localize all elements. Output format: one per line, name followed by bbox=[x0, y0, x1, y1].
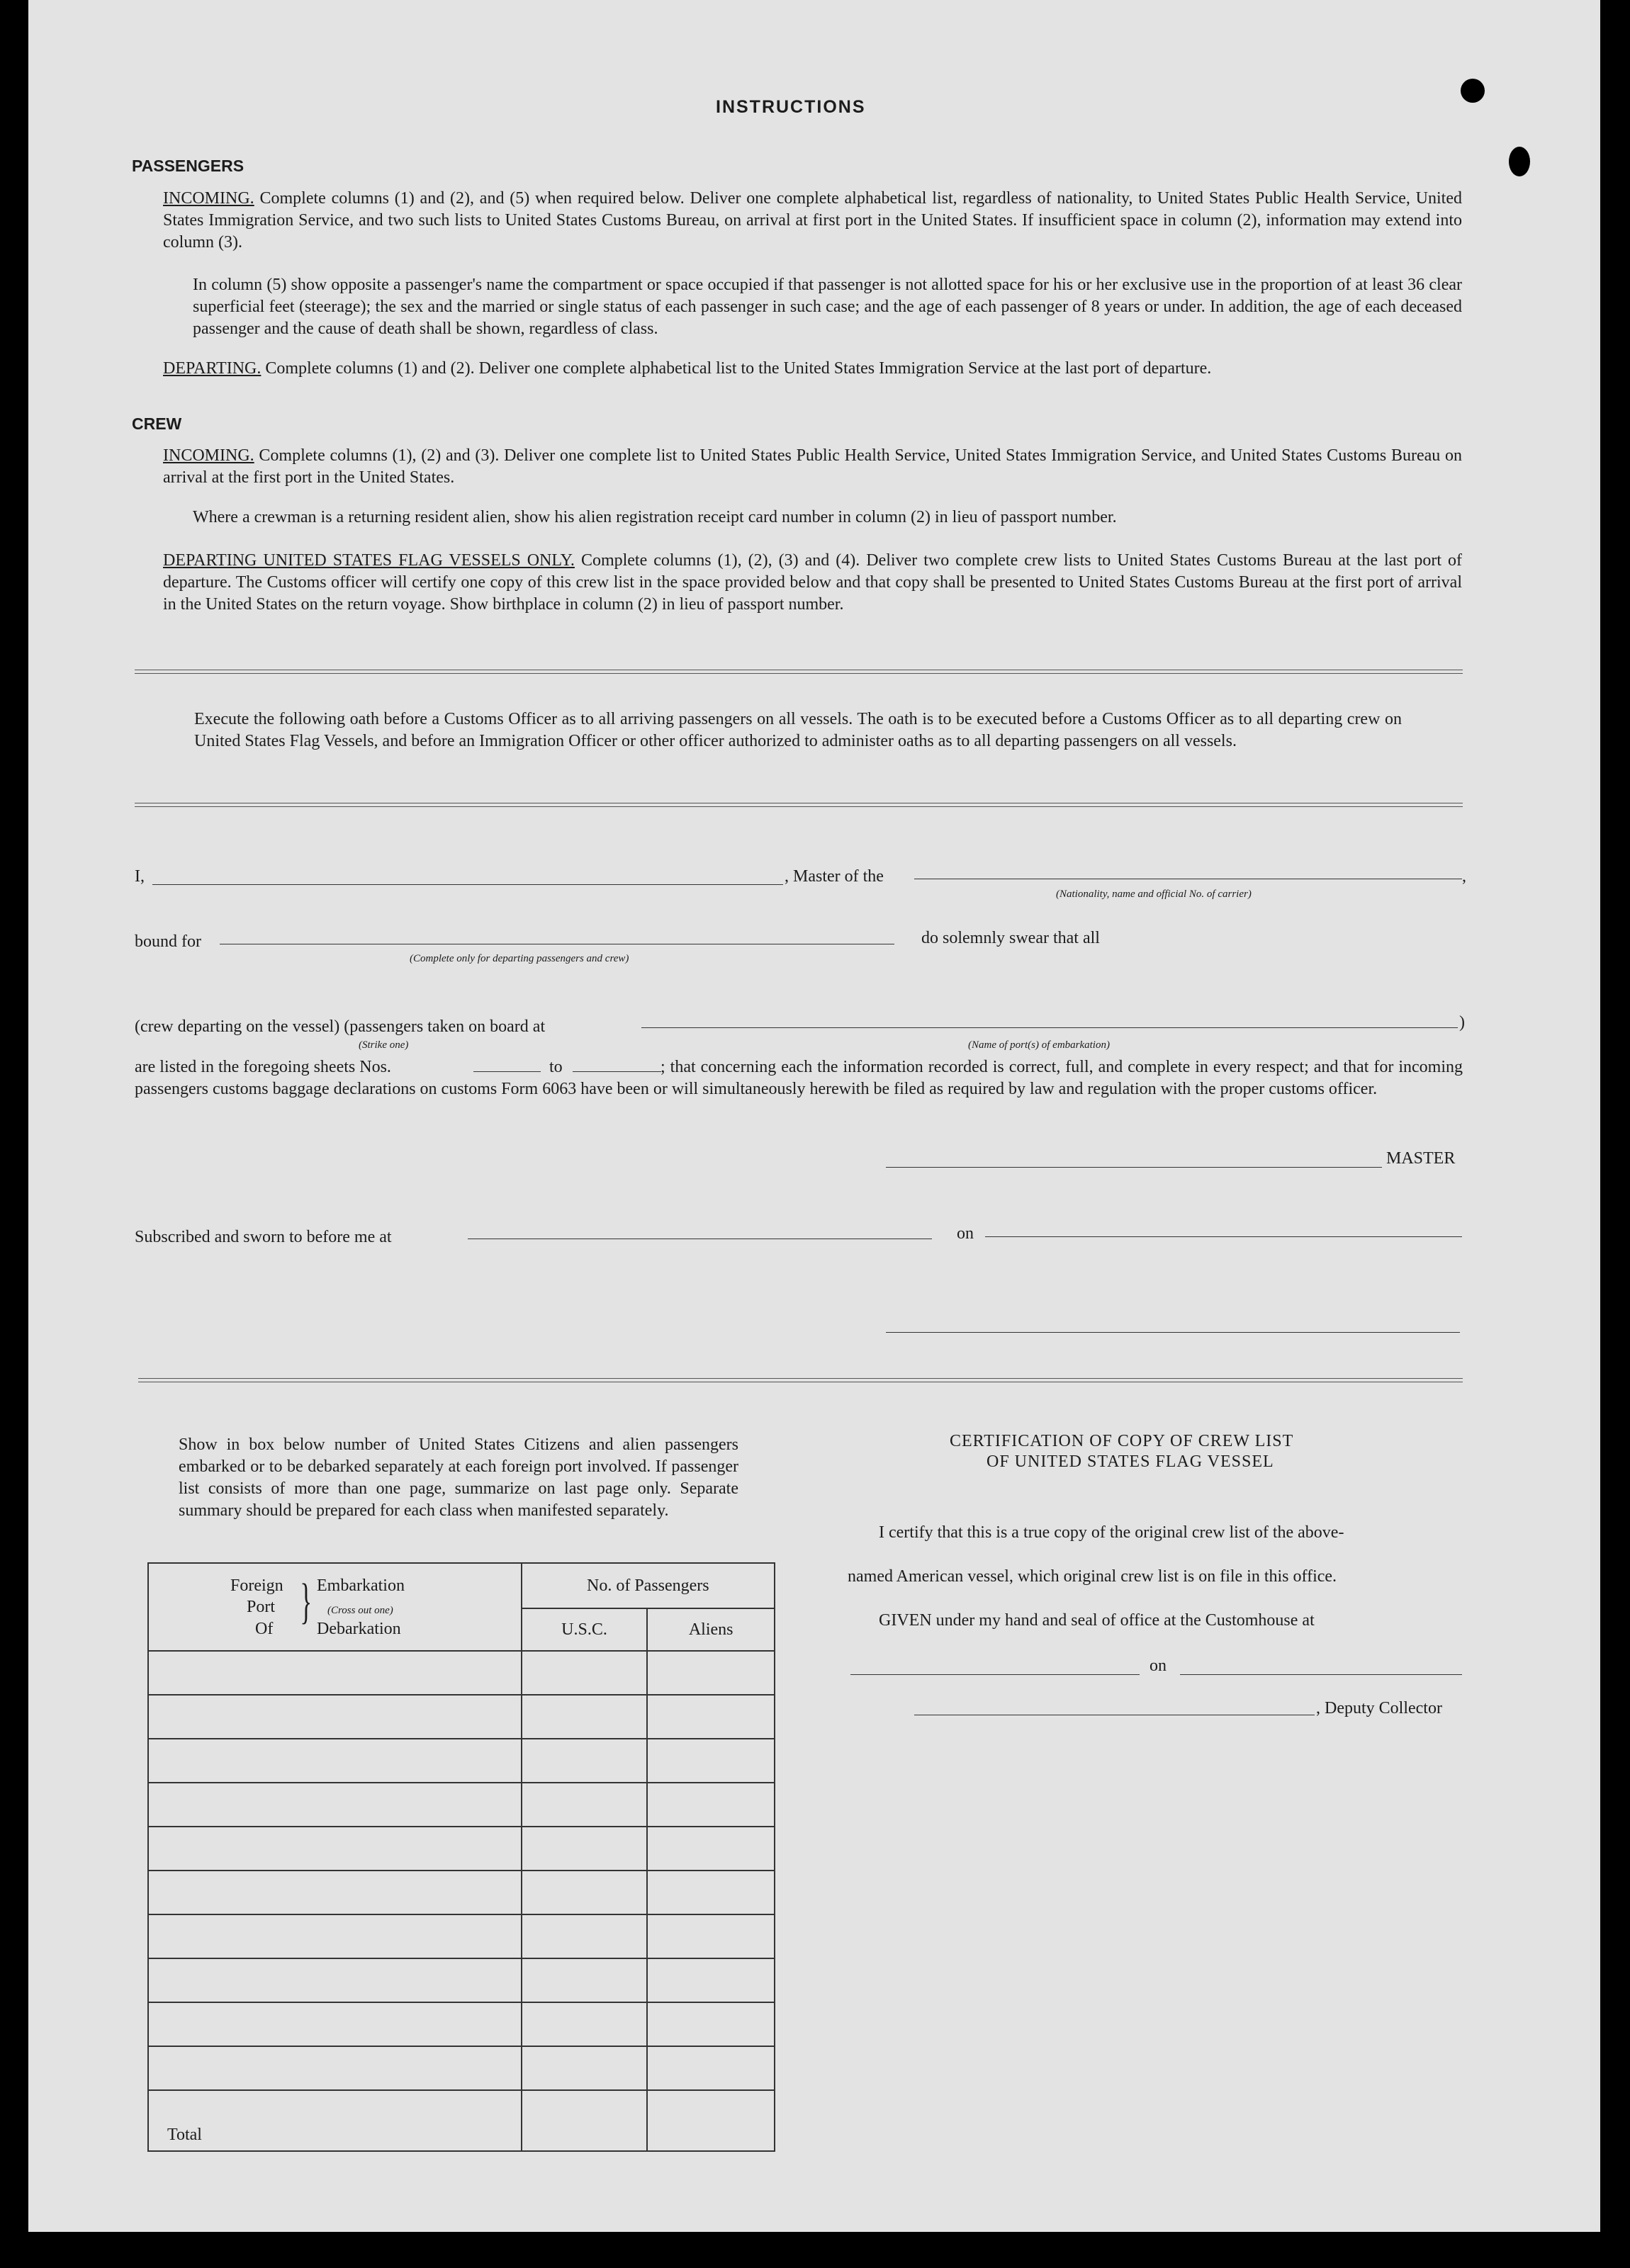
certification-line-1: I certify that this is a true copy of the original crew list of the above- bbox=[879, 1523, 1344, 1542]
aliens-cell[interactable] bbox=[647, 1695, 775, 1739]
port-cell[interactable] bbox=[148, 1739, 522, 1783]
table-row bbox=[148, 1695, 775, 1739]
port-cell[interactable] bbox=[148, 1827, 522, 1871]
table-row bbox=[148, 1958, 775, 2002]
port-cell[interactable] bbox=[148, 1651, 522, 1695]
table-row bbox=[148, 1914, 775, 1958]
usc-cell[interactable] bbox=[522, 1739, 648, 1783]
punch-hole-side bbox=[1509, 147, 1530, 176]
total-row bbox=[148, 2090, 775, 2151]
aliens-cell[interactable] bbox=[647, 2002, 775, 2046]
usc-cell[interactable] bbox=[522, 1783, 648, 1827]
certification-title-1: CERTIFICATION OF COPY OF CREW LIST bbox=[950, 1432, 1294, 1450]
crew-heading: CREW bbox=[132, 414, 182, 433]
no-passengers-header: No. of Passengers bbox=[522, 1563, 775, 1608]
sworn-date-field[interactable] bbox=[985, 1236, 1462, 1237]
total-label: Total bbox=[167, 2126, 202, 2144]
port-header-cell bbox=[148, 1563, 522, 1651]
strike-one-note: (Strike one) bbox=[359, 1039, 409, 1051]
oath-subscribed: Subscribed and sworn to before me at bbox=[135, 1228, 392, 1246]
oath-solemnly: do solemnly swear that all bbox=[921, 929, 1100, 947]
certification-line-2: named American vessel, which original crew list is on file in this office. bbox=[848, 1567, 1337, 1586]
table-header-row bbox=[148, 1563, 775, 1608]
crew-departing-text: Complete columns (1), (2), (3) and (4). Deliver two complete crew lists to United States Customs Bureau at the last port of departure. The Customs officer will certify one copy of this crew list in the space provided below and that copy shall be presented to United States Customs Bureau at the first port of arrival in the United States on the return voyage. Show birthplace in column (2) in lieu of passport number. bbox=[163, 551, 1462, 614]
table-row bbox=[148, 1871, 775, 1914]
master-name-field[interactable] bbox=[152, 884, 783, 885]
usc-cell[interactable] bbox=[522, 2002, 648, 2046]
debarkation-label: Debarkation bbox=[317, 1620, 401, 1638]
certification-line-3: GIVEN under my hand and seal of office at the Customhouse at bbox=[879, 1611, 1315, 1630]
port-cell[interactable] bbox=[148, 1871, 522, 1914]
port-cell[interactable] bbox=[148, 2046, 522, 2090]
crew-resident-text: Where a crewman is a returning resident alien, show his alien registration receipt card number in column (2) in lieu of passport number. bbox=[193, 508, 1117, 526]
usc-cell[interactable] bbox=[522, 2046, 648, 2090]
embarkation-field[interactable] bbox=[641, 1027, 1458, 1028]
passenger-summary-table bbox=[147, 1562, 775, 2152]
total-label-cell bbox=[148, 2090, 522, 2151]
crew-departing-label: DEPARTING UNITED STATES FLAG VESSELS ONLY. bbox=[163, 551, 575, 570]
usc-cell[interactable] bbox=[522, 1958, 648, 2002]
master-label: MASTER bbox=[1386, 1149, 1456, 1168]
passengers-heading: PASSENGERS bbox=[132, 157, 244, 175]
aliens-cell[interactable] bbox=[647, 1739, 775, 1783]
aliens-cell[interactable] bbox=[647, 1827, 775, 1871]
port-cell[interactable] bbox=[148, 1783, 522, 1827]
oath-to-label: to bbox=[549, 1058, 563, 1076]
of-label: Of bbox=[255, 1620, 274, 1638]
usc-cell[interactable] bbox=[522, 1651, 648, 1695]
passengers-incoming-paragraph bbox=[163, 188, 1462, 254]
deputy-collector-label: , Deputy Collector bbox=[1316, 1699, 1442, 1717]
passengers-incoming-text: Complete columns (1) and (2), and (5) when required below. Deliver one complete alphabetical list, regardless of nationality, to United States Public Health Service, United States Immigration Service, and two such lists to United States Customs Bureau, on arrival at first port in the United States. If insufficient space in column (2), information may extend into column (3). bbox=[163, 189, 1462, 252]
port-cell[interactable] bbox=[148, 1958, 522, 2002]
total-aliens-cell[interactable] bbox=[647, 2090, 775, 2151]
embarkation-note: (Name of port(s) of embarkation) bbox=[968, 1039, 1110, 1051]
aliens-header: Aliens bbox=[647, 1608, 775, 1651]
carrier-note: (Nationality, name and official No. of carrier) bbox=[1056, 888, 1252, 900]
crew-incoming-paragraph bbox=[163, 445, 1462, 489]
divider bbox=[138, 1378, 1463, 1382]
aliens-cell[interactable] bbox=[647, 1871, 775, 1914]
officer-signature-field[interactable] bbox=[886, 1332, 1460, 1333]
table-row bbox=[148, 1651, 775, 1695]
port-cell[interactable] bbox=[148, 1695, 522, 1739]
crew-incoming-text: Complete columns (1), (2) and (3). Deliver one complete list to United States Public Health Service, United States Immigration Service, and United States Customs Bureau on arrival at the first port in the United States. bbox=[163, 446, 1463, 487]
divider bbox=[135, 670, 1463, 674]
passengers-column5-text: In column (5) show opposite a passenger's name the compartment or space occupied if that passenger is not allotted space for his or her exclusive use in the proportion of at least 36 clear superficial feet (steerage); the sex and the married or single status of each passenger in such case; and the age of each passenger of 8 years or under. In addition, the age of each deceased passenger and the cause of death shall be shown, regardless of class. bbox=[193, 276, 1462, 338]
aliens-cell[interactable] bbox=[647, 1914, 775, 1958]
passengers-incoming-label: INCOMING. bbox=[163, 189, 254, 208]
usc-cell[interactable] bbox=[522, 1695, 648, 1739]
oath-on-label: on bbox=[957, 1224, 974, 1243]
total-usc-cell[interactable] bbox=[522, 2090, 648, 2151]
table-row bbox=[148, 2002, 775, 2046]
comma: , bbox=[1462, 867, 1466, 886]
passengers-departing-label: DEPARTING. bbox=[163, 359, 262, 378]
close-paren: ) bbox=[1459, 1013, 1465, 1032]
usc-cell[interactable] bbox=[522, 1871, 648, 1914]
passengers-departing-paragraph bbox=[163, 358, 1211, 380]
punch-hole-top bbox=[1461, 79, 1485, 103]
oath-statement bbox=[135, 1056, 1463, 1100]
cross-out-note: (Cross out one) bbox=[327, 1605, 393, 1616]
aliens-cell[interactable] bbox=[647, 2046, 775, 2090]
master-signature-field[interactable] bbox=[886, 1167, 1382, 1168]
oath-master-of-the: , Master of the bbox=[785, 867, 884, 886]
oath-intro: Execute the following oath before a Customs Officer as to all arriving passengers on all vessels. The oath is to be executed before a Customs Officer as to all departing crew on United States Flag Vessels, and before an Immigration Officer or other officer authorized to administer oaths as to all departing passengers on all vessels. bbox=[194, 710, 1402, 750]
certification-date-field[interactable] bbox=[1180, 1674, 1462, 1675]
oath-statement-text: ; that concerning each the information recorded is correct, full, and complete in every respect; and that for incoming passengers customs baggage declarations on customs Form 6063 have been or will simultaneously herewith be filed as required by law and regulation with the proper customs officer. bbox=[135, 1058, 1463, 1098]
passengers-departing-text: Complete columns (1) and (2). Deliver one complete alphabetical list to the United States Immigration Service at the last port of departure. bbox=[265, 359, 1212, 378]
certification-title-2: OF UNITED STATES FLAG VESSEL bbox=[987, 1452, 1274, 1471]
port-cell[interactable] bbox=[148, 2002, 522, 2046]
bound-note: (Complete only for departing passengers and crew) bbox=[410, 953, 629, 964]
usc-cell[interactable] bbox=[522, 1914, 648, 1958]
table-row bbox=[148, 1827, 775, 1871]
crew-departing-paragraph bbox=[163, 550, 1462, 616]
aliens-cell[interactable] bbox=[647, 1783, 775, 1827]
aliens-cell[interactable] bbox=[647, 1651, 775, 1695]
brace-icon: } bbox=[300, 1574, 313, 1629]
embarkation-label: Embarkation bbox=[317, 1576, 405, 1595]
oath-bound-for: bound for bbox=[135, 932, 201, 951]
usc-cell[interactable] bbox=[522, 1827, 648, 1871]
summary-instructions: Show in box below number of United States Citizens and alien passengers embarked or to be debarked separately at each foreign port involved. If passenger list consists of more than one page, summarize on last page only. Separate summary should be prepared for each class when manifested separately. bbox=[179, 1435, 738, 1520]
oath-sheets-label: are listed in the foregoing sheets Nos. bbox=[135, 1058, 391, 1076]
table-row bbox=[148, 2046, 775, 2090]
port-cell[interactable] bbox=[148, 1914, 522, 1958]
page-title: INSTRUCTIONS bbox=[716, 97, 866, 117]
oath-i-label: I, bbox=[135, 867, 145, 886]
foreign-label: Foreign bbox=[230, 1576, 283, 1595]
port-label: Port bbox=[247, 1598, 276, 1616]
crew-incoming-label: INCOMING. bbox=[163, 446, 254, 465]
certification-on-label: on bbox=[1150, 1657, 1167, 1675]
oath-crew-departing: (crew departing on the vessel) (passengers taken on board at bbox=[135, 1017, 546, 1036]
aliens-cell[interactable] bbox=[647, 1958, 775, 2002]
table-row bbox=[148, 1739, 775, 1783]
usc-header: U.S.C. bbox=[522, 1608, 648, 1651]
customhouse-field[interactable] bbox=[850, 1674, 1140, 1675]
table-row bbox=[148, 1783, 775, 1827]
divider bbox=[135, 803, 1463, 807]
